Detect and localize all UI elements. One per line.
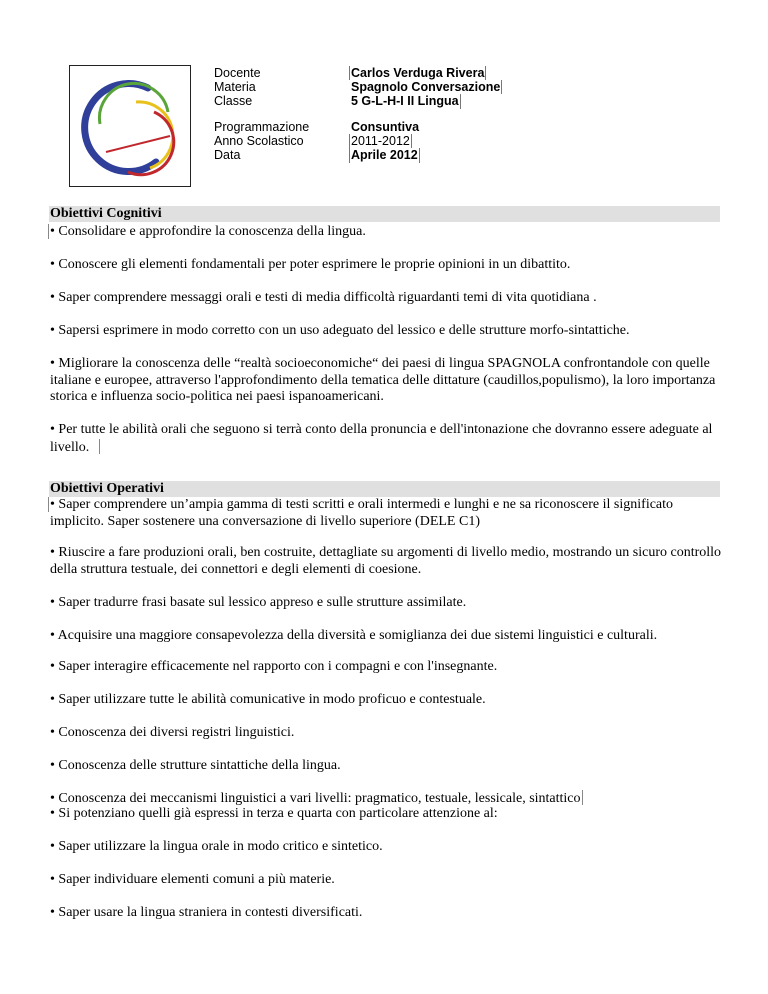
operativi-item: • Si potenziano quelli già espressi in terza e quarta con particolare attenzione al: (50, 806, 498, 821)
value-anno-scolastico: 2011-2012 (351, 134, 410, 149)
section-title-operativi: Obiettivi Operativi (49, 481, 720, 497)
label-materia: Materia (214, 80, 256, 95)
cognitivi-item: • Consolidare e approfondire la conoscenza della lingua. (50, 224, 366, 239)
section-title-cognitivi: Obiettivi Cognitivi (49, 206, 720, 222)
label-docente: Docente (214, 66, 261, 80)
operativi-item: • Saper tradurre frasi basate sul lessico appreso e sulle strutture assimilate. (50, 595, 467, 610)
cognitivi-item: • Per tutte le abilità orali che seguono si terrà conto della pronuncia e dell'intonazione che dovranno essere adeguate al livello. (50, 422, 713, 455)
operativi-item: • Conoscenza dei meccanismi linguistici a vari livelli: pragmatico, testuale, lessicale, sintattico (50, 791, 581, 806)
text-cursor-mark (582, 790, 583, 805)
value-data: Aprile 2012 (351, 148, 418, 163)
operativi-item: • Conoscenza delle strutture sintattiche della lingua. (50, 758, 341, 773)
value-programmazione: Consuntiva (351, 120, 420, 134)
header-labels-bottom (214, 120, 309, 163)
text-cursor-mark (89, 439, 100, 454)
label-data: Data (214, 148, 241, 163)
operativi-item: • Saper utilizzare la lingua orale in modo critico e sintetico. (50, 839, 383, 854)
value-materia: Spagnolo Conversazione (351, 80, 501, 95)
value-docente: Carlos Verduga Rivera (351, 66, 485, 80)
header-values-top (351, 66, 502, 109)
value-classe: 5 G-L-H-I II Lingua (351, 94, 459, 109)
cognitivi-item: • Migliorare la conoscenza delle “realtà socioeconomiche“ dei paesi di lingua SPAGNOLA confrontandole con quelle italiane e europee, attraverso l'approfondimento della tematica delle dittature (caudillos,populismo), la loro importanza storica e influenza socio-politica nei paesi ispanoamericani. (50, 356, 716, 404)
operativi-item: • Riuscire a fare produzioni orali, ben costruite, dettagliate su argomenti di livello medio, mostrando un sicuro controllo della struttura testuale, dei connettori e degli elementi di coesione. (50, 545, 722, 577)
school-logo-icon (69, 65, 191, 187)
cognitivi-item: • Conoscere gli elementi fondamentali per poter esprimere le proprie opinioni in un dibattito. (50, 257, 571, 272)
operativi-item: • Acquisire una maggiore consapevolezza della diversità e somiglianza dei due sistemi linguistici e culturali. (50, 628, 658, 643)
operativi-item: • Saper usare la lingua straniera in contesti diversificati. (50, 905, 363, 920)
operativi-item: • Saper interagire efficacemente nel rapporto con i compagni e con l'insegnante. (50, 659, 498, 674)
label-programmazione: Programmazione (214, 120, 310, 134)
operativi-item: • Saper comprendere un’ampia gamma di testi scritti e orali intermedi e lunghi e ne sa riconoscere il significato implicito. Saper sostenere una conversazione di livello superiore (DELE C1) (50, 497, 674, 529)
label-classe: Classe (214, 94, 253, 109)
operativi-item: • Saper utilizzare tutte le abilità comunicative in modo proficuo e contestuale. (50, 692, 486, 707)
cognitivi-item: • Sapersi esprimere in modo corretto con un uso adeguato del lessico e delle strutture morfo-sintattiche. (50, 323, 630, 338)
label-anno-scolastico: Anno Scolastico (214, 134, 304, 149)
operativi-item: • Saper individuare elementi comuni a più materie. (50, 872, 335, 887)
operativi-item: • Conoscenza dei diversi registri linguistici. (50, 725, 295, 740)
cognitivi-item: • Saper comprendere messaggi orali e testi di media difficoltà riguardanti temi di vita quotidiana . (50, 290, 597, 305)
header-values-bottom (351, 120, 420, 163)
header-labels-top (214, 66, 261, 109)
